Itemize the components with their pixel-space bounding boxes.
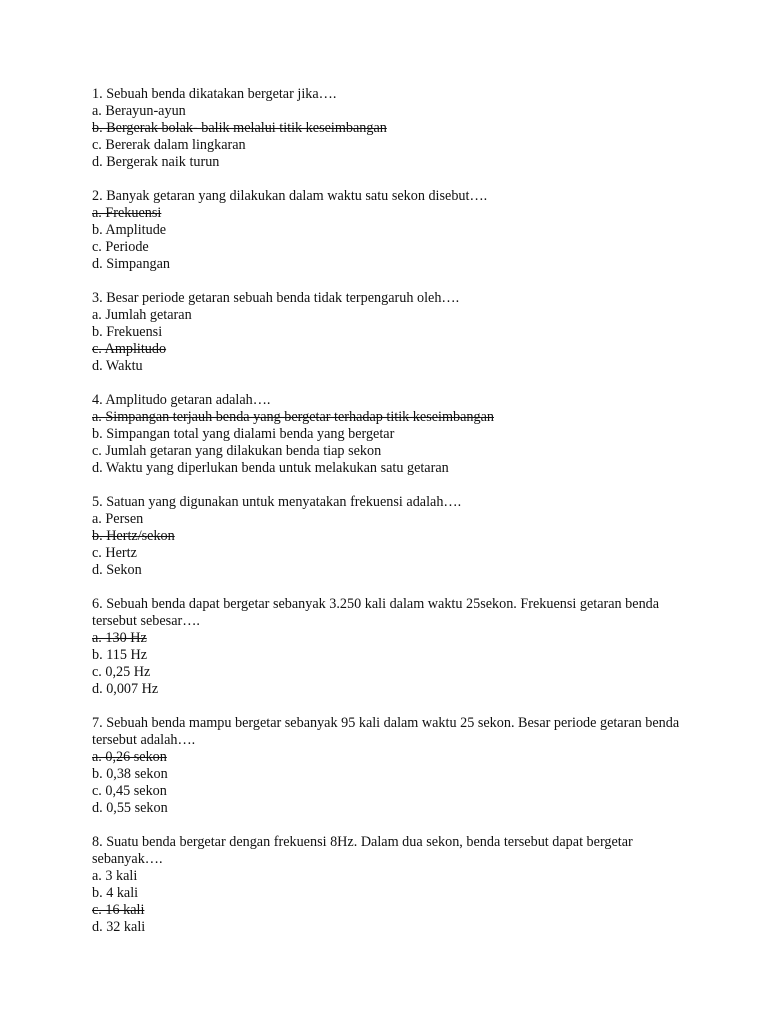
question-1 (92, 86, 692, 171)
question-text: 1. Sebuah benda dikatakan bergetar jika…. (92, 86, 337, 102)
option-b: b. 115 Hz (92, 647, 148, 663)
question-3 (92, 290, 692, 375)
option-d: d. Simpangan (92, 256, 171, 272)
option-d: d. 32 kali (92, 919, 146, 935)
question-4 (92, 392, 692, 477)
option-a-struck: a. Simpangan terjauh benda yang bergetar terhadap titik keseimbangan (92, 409, 494, 425)
option-d: d. Bergerak naik turun (92, 154, 220, 170)
option-b-struck: b. Bergerak bolak- balik melalui titik keseimbangan (92, 120, 387, 136)
option-b: b. Simpangan total yang dialami benda yang bergetar (92, 426, 395, 442)
question-text: 3. Besar periode getaran sebuah benda tidak terpengaruh oleh…. (92, 290, 460, 306)
option-a-struck: a. 0,26 sekon (92, 749, 167, 765)
option-a: a. 3 kali (92, 868, 138, 884)
option-d: d. Waktu (92, 358, 143, 374)
question-text: 6. Sebuah benda dapat bergetar sebanyak 3.250 kali dalam waktu 25sekon. Frekuensi getaran benda tersebut sebesar…. (92, 596, 660, 629)
option-a: a. Berayun-ayun (92, 103, 186, 119)
option-a: a. Persen (92, 511, 144, 527)
option-c: c. Jumlah getaran yang dilakukan benda tiap sekon (92, 443, 382, 459)
option-b-struck: b. Hertz/sekon (92, 528, 175, 544)
option-d: d. 0,55 sekon (92, 800, 168, 816)
option-b: b. Amplitude (92, 222, 167, 238)
option-c: c. 0,45 sekon (92, 783, 167, 799)
question-8 (92, 834, 692, 936)
option-a-struck: a. Frekuensi (92, 205, 162, 221)
question-2 (92, 188, 692, 273)
option-c: c. Hertz (92, 545, 137, 561)
worksheet-page (92, 86, 692, 953)
option-b: b. 4 kali (92, 885, 139, 901)
option-a-struck: a. 130 Hz (92, 630, 147, 646)
option-a: a. Jumlah getaran (92, 307, 192, 323)
option-d: d. 0,007 Hz (92, 681, 159, 697)
question-text: 7. Sebuah benda mampu bergetar sebanyak 95 kali dalam waktu 25 sekon. Besar periode getaran benda tersebut adalah…. (92, 715, 680, 748)
question-5 (92, 494, 692, 579)
question-text: 2. Banyak getaran yang dilakukan dalam waktu satu sekon disebut…. (92, 188, 488, 204)
option-b: b. Frekuensi (92, 324, 163, 340)
option-c: c. Bererak dalam lingkaran (92, 137, 246, 153)
option-c: c. 0,25 Hz (92, 664, 151, 680)
option-c-struck: c. 16 kali (92, 902, 145, 918)
question-6 (92, 596, 692, 698)
question-text: 8. Suatu benda bergetar dengan frekuensi 8Hz. Dalam dua sekon, benda tersebut dapat bergetar sebanyak…. (92, 834, 633, 867)
question-7 (92, 715, 692, 817)
option-b: b. 0,38 sekon (92, 766, 168, 782)
option-d: d. Waktu yang diperlukan benda untuk melakukan satu getaran (92, 460, 449, 476)
option-c: c. Periode (92, 239, 149, 255)
question-text: 4. Amplitudo getaran adalah…. (92, 392, 271, 408)
option-c-struck: c. Amplitudo (92, 341, 167, 357)
option-d: d. Sekon (92, 562, 142, 578)
question-text: 5. Satuan yang digunakan untuk menyatakan frekuensi adalah…. (92, 494, 462, 510)
